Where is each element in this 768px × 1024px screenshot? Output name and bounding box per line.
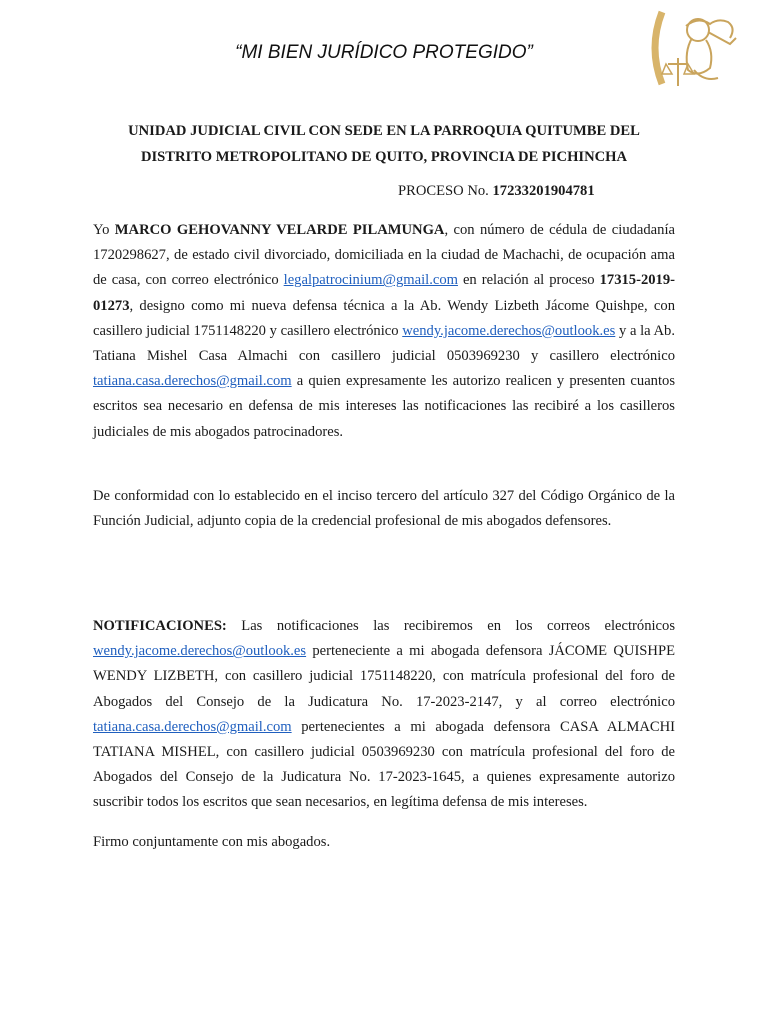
email-link-legalpatrocinium[interactable]: legalpatrocinium@gmail.com	[283, 272, 458, 289]
case-number	[398, 180, 595, 202]
document-header-title: “MI BIEN JURÍDICO PROTEGIDO”	[235, 42, 533, 63]
client-name: MARCO GEHOVANNY VELARDE PILAMUNGA	[114, 222, 445, 238]
case-number-value: 17233201904781	[492, 183, 595, 199]
text-segment: a quien expresamente les autorizo realicen y presenten cuantos escritos sea necesario en defensa de mis intereses las notificaciones las recibiré a los casilleros judiciales de mis abogados patrocinadores.	[93, 373, 675, 440]
closing-paragraph: Firmo conjuntamente con mis abogados.	[93, 834, 331, 850]
justice-scales-lady-logo-icon	[648, 8, 742, 88]
email-link-tatiana-casa[interactable]: tatiana.casa.derechos@gmail.com	[93, 373, 292, 390]
text-segment: Yo	[93, 222, 115, 238]
designation-paragraph	[93, 218, 675, 445]
notifications-paragraph	[93, 614, 675, 816]
case-reference: 17315-2019-01273	[93, 272, 675, 314]
notifications-label: NOTIFICACIONES:	[93, 618, 227, 634]
court-heading	[93, 118, 675, 170]
legal-basis-paragraph: De conformidad con lo establecido en el inciso tercero del artículo 327 del Código Orgánico de la Función Judicial, adjunto copia de la credencial profesional de mis abogados defensores.	[93, 488, 675, 530]
email-link-tatiana-casa[interactable]: tatiana.casa.derechos@gmail.com	[93, 718, 292, 735]
email-link-wendy-jacome[interactable]: wendy.jacome.derechos@outlook.es	[93, 643, 307, 660]
case-number-label: PROCESO No.	[398, 183, 493, 199]
text-segment: Las notificaciones las recibiremos en los correos electrónicos	[226, 618, 675, 634]
text-segment: en relación al proceso	[457, 272, 600, 289]
text-segment: , designo como mi nueva defensa técnica a la Ab. Wendy Lizbeth Jácome Quishpe, con casillero judicial 1751148220 y casillero electrónico	[93, 297, 675, 339]
text-segment: perteneciente a mi abogada defensora JÁCOME QUISHPE WENDY LIZBETH, con casillero judicial 1751148220, con matrícula profesional del foro de Abogados del Consejo de la Judicatura No. 17-2023-2147, y al correo electrónico	[93, 643, 675, 710]
court-heading-line-2: DISTRITO METROPOLITANO DE QUITO, PROVINCIA DE PICHINCHA	[140, 149, 628, 165]
court-heading-line-1: UNIDAD JUDICIAL CIVIL CON SEDE EN LA PARROQUIA QUITUMBE DEL	[128, 123, 640, 139]
text-segment: , con número de cédula de ciudadanía 1720298627, de estado civil divorciado, domiciliada en la ciudad de Machachi, de ocupación ama de casa, con correo electrónico	[93, 222, 675, 289]
text-segment: y a la Ab. Tatiana Mishel Casa Almachi con casillero judicial 0503969230 y casillero electrónico	[93, 322, 675, 365]
text-segment: pertenecientes a mi abogada defensora CASA ALMACHI TATIANA MISHEL, con casillero judicial 0503969230 con matrícula profesional del foro de Abogados del Consejo de la Judicatura No. 17-2023-1645, a quienes expresamente autorizo suscribir todos los escritos que sean necesarios, en legítima defensa de mis intereses.	[93, 718, 675, 811]
email-link-wendy-jacome[interactable]: wendy.jacome.derechos@outlook.es	[402, 322, 616, 339]
